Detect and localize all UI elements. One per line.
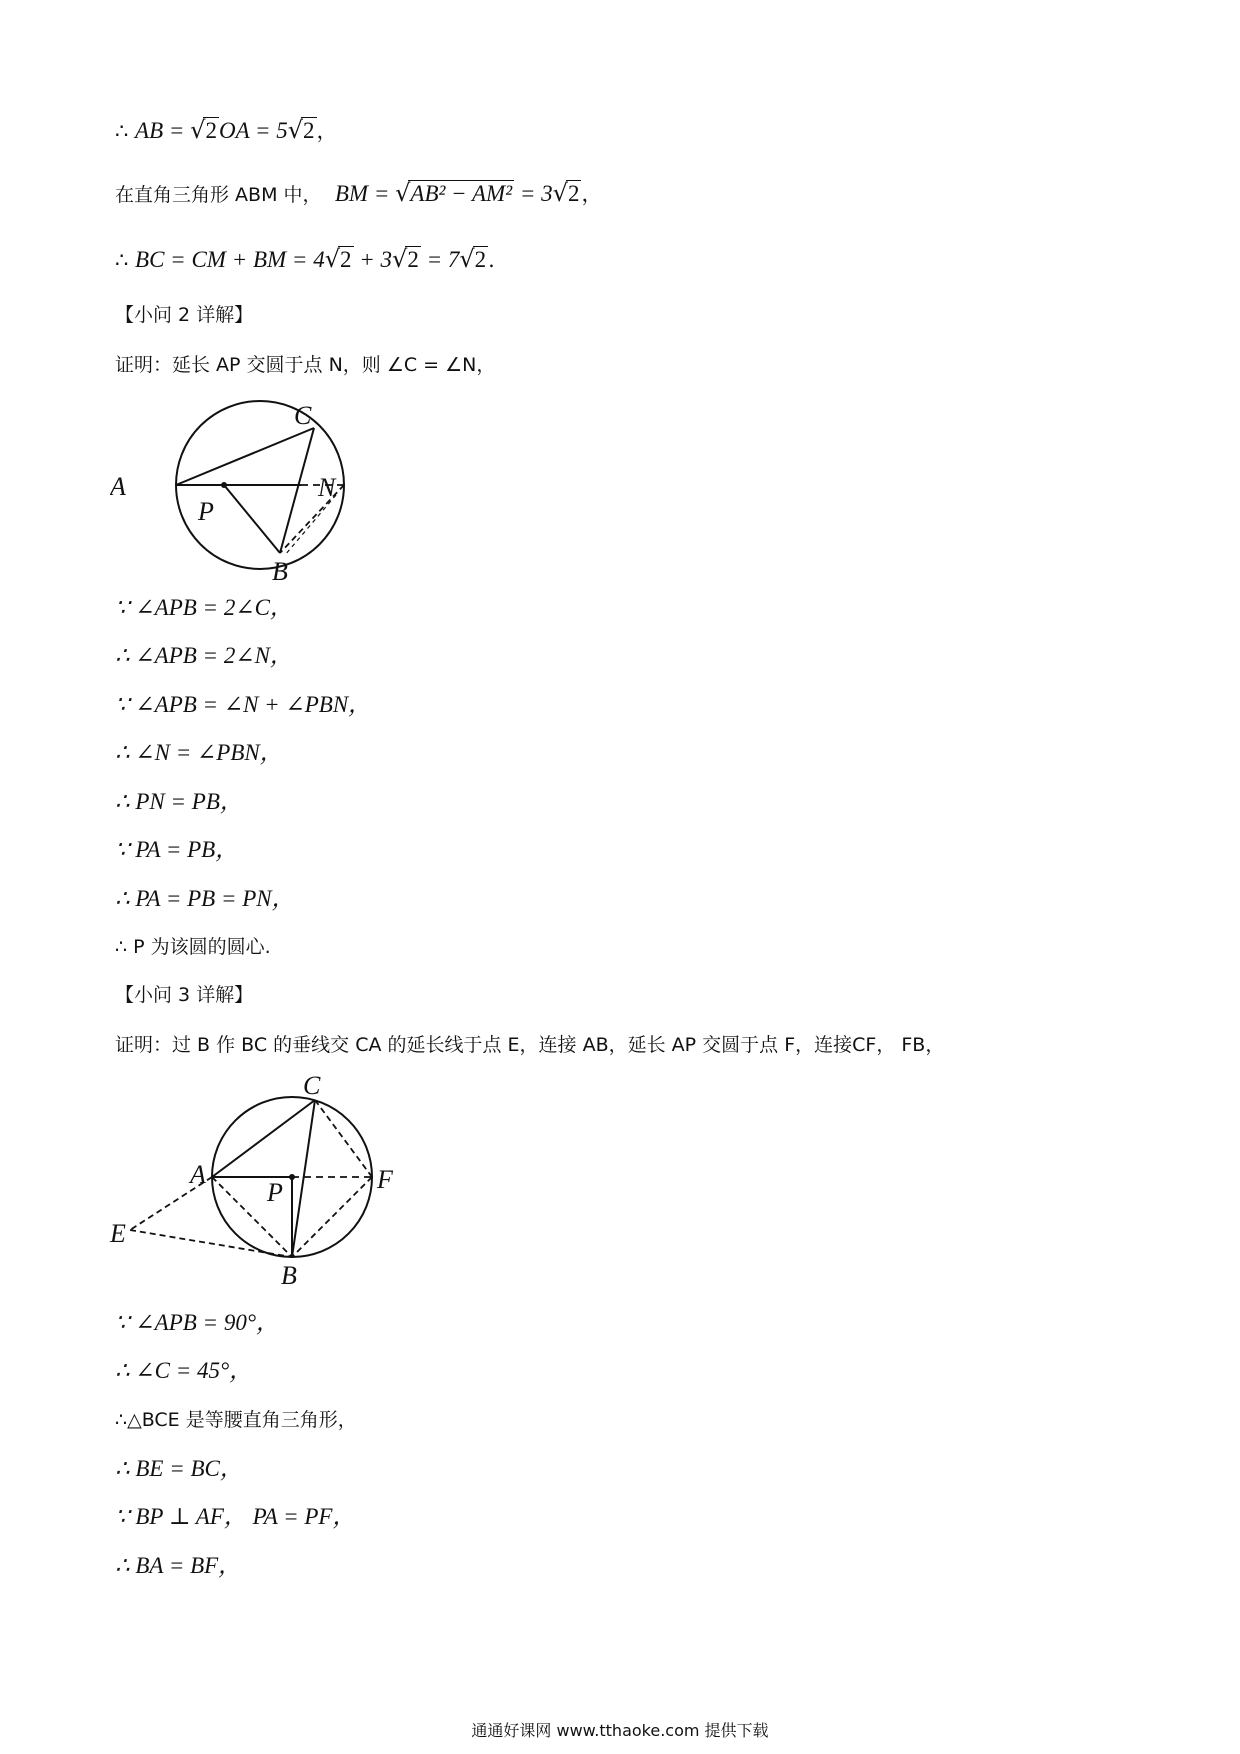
- segment-cb: [292, 1100, 315, 1257]
- segment-pb: [224, 485, 280, 553]
- equation-bm: 在直角三角形 ABM 中， BM = √AB² − AM² = 3√2，: [115, 179, 603, 207]
- segment-cb: [280, 428, 314, 553]
- section-heading-2: 【小问 2 详解】: [115, 304, 254, 326]
- proof-intro-3: 证明：过 B 作 BC 的垂线交 CA 的延长线于点 E，连接 AB，延长 AP 交圆于点 F，连接CF， FB，: [115, 1034, 945, 1056]
- figure-circle-2: [105, 1070, 405, 1290]
- label-a: A: [190, 1160, 206, 1189]
- figure-circle-1: [110, 395, 370, 585]
- label-b: B: [281, 1261, 297, 1290]
- section-heading-3: 【小问 3 详解】: [115, 984, 254, 1006]
- step-3-3: ∴△BCE 是等腰直角三角形，: [115, 1409, 357, 1431]
- proof-intro-2: 证明：延长 AP 交圆于点 N，则 ∠C = ∠N，: [115, 354, 496, 376]
- segment-cf-dashed: [315, 1100, 372, 1177]
- label-n: N: [318, 473, 336, 502]
- point-p: [221, 482, 227, 488]
- footer-watermark: 通通好课网 www.tthaoke.com 提供下载: [471, 1721, 769, 1740]
- label-p: P: [267, 1178, 283, 1207]
- step-2-3: ∵ ∠APB = ∠N + ∠PBN，: [115, 692, 372, 717]
- point-p: [289, 1174, 295, 1180]
- step-2-6: ∵ PA = PB，: [115, 837, 239, 862]
- equation-bc: ∴ BC = CM + BM = 4√2 + 3√2 = 7√2.: [115, 245, 495, 273]
- step-2-1: ∵ ∠APB = 2∠C，: [115, 595, 293, 620]
- label-e: E: [110, 1219, 126, 1248]
- step-2-5: ∴ PN = PB，: [115, 789, 243, 814]
- label-f: F: [377, 1165, 393, 1194]
- step-2-4: ∴ ∠N = ∠PBN，: [115, 740, 283, 765]
- label-c: C: [303, 1071, 321, 1100]
- step-3-4: ∴ BE = BC，: [115, 1456, 243, 1481]
- step-2-7: ∴ PA = PB = PN，: [115, 886, 295, 911]
- label-b: B: [272, 557, 288, 585]
- step-3-1: ∵ ∠APB = 90°，: [115, 1310, 280, 1335]
- segment-fb-dashed: [292, 1177, 372, 1257]
- step-2-8: ∴ P 为该圆的圆心.: [115, 936, 271, 958]
- step-2-2: ∴ ∠APB = 2∠N，: [115, 643, 293, 668]
- label-c: C: [294, 401, 312, 430]
- segment-ac: [176, 428, 314, 485]
- equation-ab: ∴ AB = √2OA = 5√2，: [115, 116, 338, 144]
- label-a: A: [110, 472, 126, 501]
- step-3-6: ∴ BA = BF，: [115, 1553, 242, 1578]
- segment-ac: [212, 1100, 315, 1177]
- label-p: P: [198, 497, 214, 526]
- step-3-2: ∴ ∠C = 45°，: [115, 1358, 253, 1383]
- step-3-5: ∵ BP ⊥ AF， PA = PF，: [115, 1504, 356, 1529]
